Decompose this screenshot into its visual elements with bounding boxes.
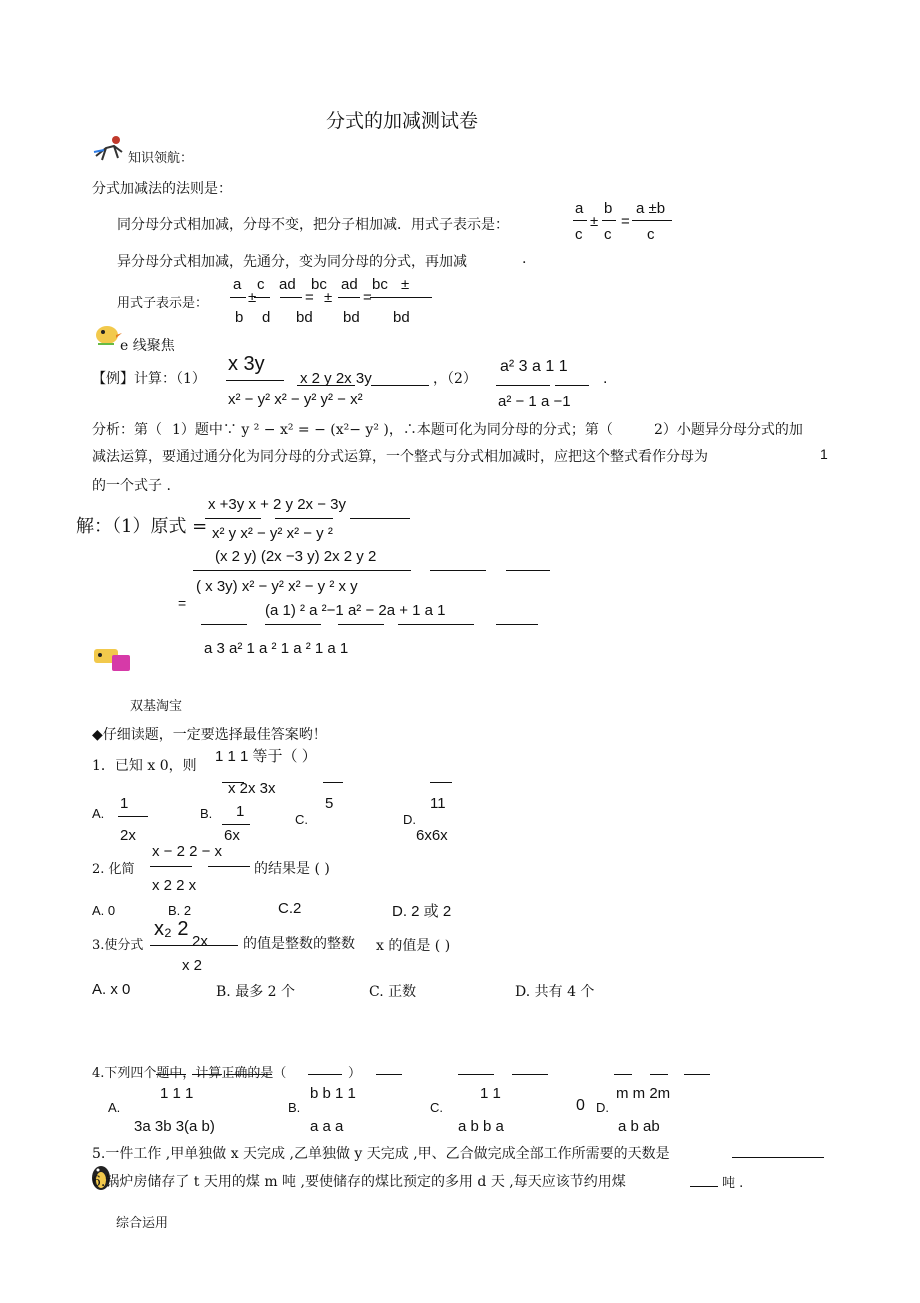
- solution-row3-bot: a 3 a² 1 a ² 1 a ² 1 a 1: [204, 640, 349, 657]
- analysis-line2-num: 1: [820, 446, 828, 462]
- q1-optD-den: 6x6x: [416, 827, 448, 844]
- q3-optD[interactable]: D. 共有 4 个: [515, 984, 595, 1000]
- q2-stem: 2. 化简: [92, 862, 135, 877]
- q3-tail2: x 的值是 ( ): [376, 938, 451, 954]
- q1-optD-num: 11: [430, 795, 446, 812]
- analysis-line2: 减法运算，要通过通分化为同分母的分式运算，一个整式与分式相加减时，应把这个整式看作分母为: [92, 449, 708, 465]
- q4-stem: 4.下列四个题中，计算正确的是（: [92, 1066, 287, 1081]
- q4-optB-label[interactable]: B.: [288, 1100, 301, 1115]
- q4-optA-bot: 3a 3b 3(a b): [134, 1118, 215, 1135]
- section-comprehensive: 综合运用: [116, 1216, 169, 1231]
- q3-expr-mid: 2x: [192, 933, 208, 950]
- diff-top-c: c: [257, 276, 265, 293]
- example-p1-num: x 3y: [228, 353, 265, 375]
- diff-top-bc: bc: [311, 276, 327, 293]
- q1-optD-label: D.: [403, 812, 416, 827]
- example-p1-den: x² − y² x² − y² y² − x²: [228, 391, 363, 408]
- diff-bot-d: d: [262, 309, 271, 326]
- q4-optA-top: 1 1 1: [160, 1085, 194, 1102]
- formula-a: a: [575, 200, 584, 217]
- diff-op-pm1: ±: [248, 289, 257, 306]
- example-p2-label: ，（2）: [433, 371, 477, 387]
- q3-expr-top: x₂ 2: [154, 918, 189, 940]
- solution-row2-bot: ( x 3y) x² − y² x² − y ² x y: [196, 578, 358, 595]
- formula-eq: =: [621, 213, 630, 230]
- formula-b: b: [604, 200, 613, 217]
- diff-bot-bd1: bd: [296, 309, 313, 326]
- q2-expr-bot: x 2 2 x: [152, 877, 197, 894]
- analysis-line1-a: 分析：第（: [92, 422, 162, 438]
- q5-text: 5.一件工作 ,甲单独做 x 天完成 ,乙单独做 y 天完成 ,甲、乙合做完成全部工作所需要的天数是: [92, 1146, 670, 1162]
- formula-c1: c: [575, 226, 583, 243]
- solution-eq: =: [178, 595, 187, 611]
- runner-icon: [92, 134, 126, 162]
- solution-row1-top: x +3y x + 2 y 2x − 3y: [208, 496, 346, 513]
- solution-row2-top: (x 2 y) (2x −3 y) 2x 2 y 2: [215, 548, 377, 565]
- q1-optC-label: C.: [295, 812, 308, 827]
- diff-op-pm2: ±: [324, 289, 333, 306]
- q2-optC[interactable]: C.2: [278, 900, 302, 917]
- q1-optB-label: B.: [200, 806, 213, 821]
- diff-bot-b: b: [235, 309, 244, 326]
- formula-c2: c: [604, 226, 612, 243]
- example-p2-den: a² − 1 a −1: [498, 393, 571, 410]
- page-title: 分式的加减测试卷: [326, 110, 479, 132]
- diff-top-ad2: ad: [341, 276, 358, 293]
- treasure-icon: [92, 645, 134, 675]
- q3-optA[interactable]: A. x 0: [92, 981, 131, 998]
- diff-op-eq2: =: [363, 289, 372, 306]
- treasure-heading: 双基淘宝: [130, 699, 183, 714]
- q1-optA-num: 1: [120, 795, 129, 812]
- focus-heading: e 线聚焦: [120, 338, 175, 354]
- q4-optD-top: m m 2m: [616, 1085, 671, 1102]
- q4-optB-bot: a a a: [310, 1118, 344, 1135]
- rule-intro: 分式加减法的法则是：: [92, 181, 232, 197]
- diff-top-ad: ad: [279, 276, 296, 293]
- diff-top-a: a: [233, 276, 242, 293]
- q1-stem: 1．已知 x 0，则: [92, 758, 197, 774]
- q3-optC[interactable]: C. 正数: [369, 984, 417, 1000]
- q6-text: 6.锅炉房储存了 t 天用的煤 m 吨 ,要使储存的煤比预定的多用 d 天 ,每天应该节约用煤: [92, 1174, 626, 1190]
- q1-optA-den: 2x: [120, 827, 136, 844]
- analysis-line1-b: 1）题中∵ y ² − x² = − (x²− y² )，∴本题可化为同分母的分式；第（: [172, 422, 613, 438]
- example-p1-mid: x 2 y 2x 3y: [300, 370, 372, 387]
- q1-frac-mid: x 2x 3x: [228, 780, 276, 797]
- q2-optD[interactable]: D. 2 或 2: [392, 903, 452, 920]
- solution-row1-bot: x² y x² − y² x² − y ²: [212, 525, 333, 542]
- q4-optC-label[interactable]: C.: [430, 1100, 443, 1115]
- nav-heading: 知识领航：: [128, 151, 194, 166]
- q4-optC-top: 1 1: [480, 1085, 501, 1102]
- diff-top-pm: ±: [401, 276, 410, 293]
- example-p2-end: .: [603, 370, 608, 387]
- example-p2-num: a² 3 a 1 1: [500, 358, 568, 375]
- analysis-line1-c: 2）小题异分母分式的加: [654, 422, 803, 438]
- rule-same-denominator: 同分母分式相加减，分母不变，把分子相加减．用式子表示是：: [117, 217, 509, 233]
- example-label: 【例】计算：（1）: [92, 371, 206, 387]
- q4-optD-bot: a b ab: [618, 1118, 660, 1135]
- diff-op-eq1: =: [305, 289, 314, 306]
- q2-tail: 的结果是 ( ): [254, 861, 330, 877]
- solution-row3-top: (a 1) ² a ²−1 a² − 2a + 1 a 1: [265, 602, 446, 619]
- formula-c3: c: [647, 226, 655, 243]
- q5-answer-blank[interactable]: [732, 1157, 824, 1158]
- rule-diff-denominator: 异分母分式相加减，先通分，变为同分母的分式，再加减: [117, 254, 467, 270]
- solution-label: 解：（1）原式 =: [76, 516, 208, 537]
- q4-optC-mid: 0: [576, 1097, 585, 1114]
- q1-optC-num: 5: [325, 795, 334, 812]
- q3-optB[interactable]: B. 最多 2 个: [216, 984, 295, 1000]
- q4-optC-bot: a b b a: [458, 1118, 504, 1135]
- q1-frac-top: 1 1 1 等于（ ）: [215, 748, 317, 765]
- bird-icon: [92, 320, 122, 348]
- q2-optA[interactable]: A. 0: [92, 903, 116, 918]
- q2-expr-top: x − 2 2 − x: [152, 843, 223, 860]
- formula-pm: ±: [590, 213, 599, 230]
- diff-top-bc2: bc: [372, 276, 388, 293]
- q2-optB[interactable]: B. 2: [168, 903, 192, 918]
- q6-answer-blank[interactable]: [690, 1186, 718, 1187]
- q3-expr-bot: x 2: [182, 957, 203, 974]
- q1-optB-num: 1: [236, 803, 245, 820]
- q4-optB-top: b b 1 1: [310, 1085, 356, 1102]
- analysis-line3: 的一个式子 .: [92, 478, 171, 494]
- q4-optD-label[interactable]: D.: [596, 1100, 609, 1115]
- q1-optB-den: 6x: [224, 827, 240, 844]
- treasure-notice: ◆仔细读题，一定要选择最佳答案哟！: [92, 727, 327, 743]
- q4-optA-label[interactable]: A.: [108, 1100, 121, 1115]
- diff-bot-bd3: bd: [393, 309, 410, 326]
- q3-stem: 3.使分式: [92, 938, 144, 953]
- diff-bot-bd2: bd: [343, 309, 360, 326]
- q6-unit: 吨 .: [722, 1176, 744, 1191]
- formula-num: a ±b: [636, 200, 666, 217]
- q4-paren: ）: [348, 1066, 362, 1081]
- q1-optA-label: A.: [92, 806, 105, 821]
- rule-diff-end: .: [522, 251, 527, 267]
- rule-diff-label: 用式子表示是：: [117, 296, 209, 311]
- q3-tail: 的值是整数的整数: [243, 936, 355, 952]
